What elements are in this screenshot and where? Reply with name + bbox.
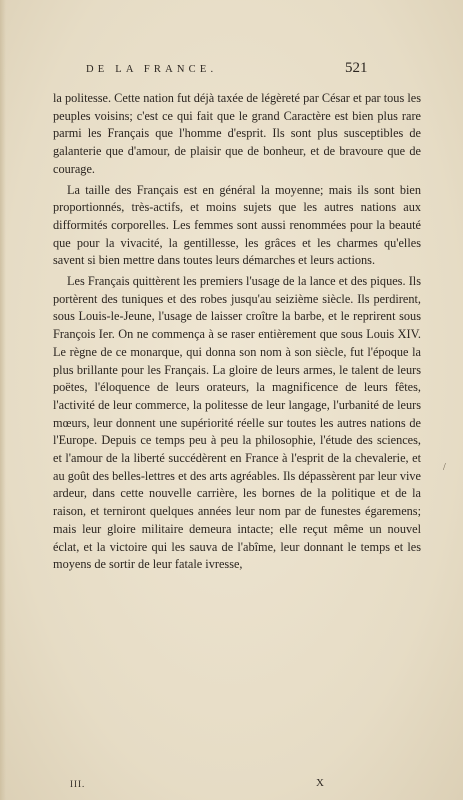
gathering-mark: X [316,777,324,789]
margin-mark: / [443,462,446,473]
paragraph: la politesse. Cette nation fut déjà taxée de légèreté par César et par tous les peuples voisins; c'est ce qui fait que le grand Caractère est bien plus rare parmi les Français que l'homme d'esprit. Ils sont plus susceptibles de galanterie que d'amour, de plaisir que de bonheur, et de bravoure que de courage. [53,91,421,176]
paragraph: Les Français quittèrent les premiers l'usage de la lance et des piques. Ils portèrent des tuniques et des robes jusqu'au seizième siècle. Ils perdirent, sous Louis-le-Jeune, l'usage de laisser croître la barbe, et le reprirent sous François Ier. On ne commença à se raser entièrement que sous Louis XIV. Le règne de ce monarque, qui donna son nom à son siècle, fut l'époque la plus brillante pour les Français. La gloire de leurs armes, le talent de leurs poëtes, l'éloquence de leurs orateurs, la magnificence de leurs fêtes, l'activité de leur commerce, la politesse de leur langage, l'urbanité de leurs mœurs, leur donnent une supériorité réelle sur toutes les autres nations de l'Europe. Depuis ce temps peu à peu la philosophie, l'étude des sciences, et l'amour de la liberté succédèrent en France à l'esprit de la chevalerie, et au goût des belles-lettres et des arts agréables. Ils dépassèrent par leur vive ardeur, dans cette nouvelle carrière, les bornes de la politique et de la raison, et terniront quelques années leur nom par de funestes égaremens; mais leur gloire militaire demeura intacte; elle reçut même un nouvel éclat, et la victoire qui les sauva de l'abîme, leur donnant le temps et les moyens de sortir de leur fatale ivresse, [53,274,421,572]
page-number: 521 [345,60,368,76]
volume-signature: III. [70,779,86,789]
paragraph: La taille des Français est en général la moyenne; mais ils sont bien proportionnés, très-actifs, et moins sujets que les autres nations aux difformités corporelles. Les femmes sont aussi renommées pour la beauté que pour la vivacité, la gentillesse, les grâces et les charmes qu'elles savent si bien mettre dans toutes leurs démarches et leurs actions. [53,182,421,268]
body-text [53,90,421,574]
page-edge-shadow [0,0,6,800]
running-header: DE LA FRANCE. [86,64,218,75]
